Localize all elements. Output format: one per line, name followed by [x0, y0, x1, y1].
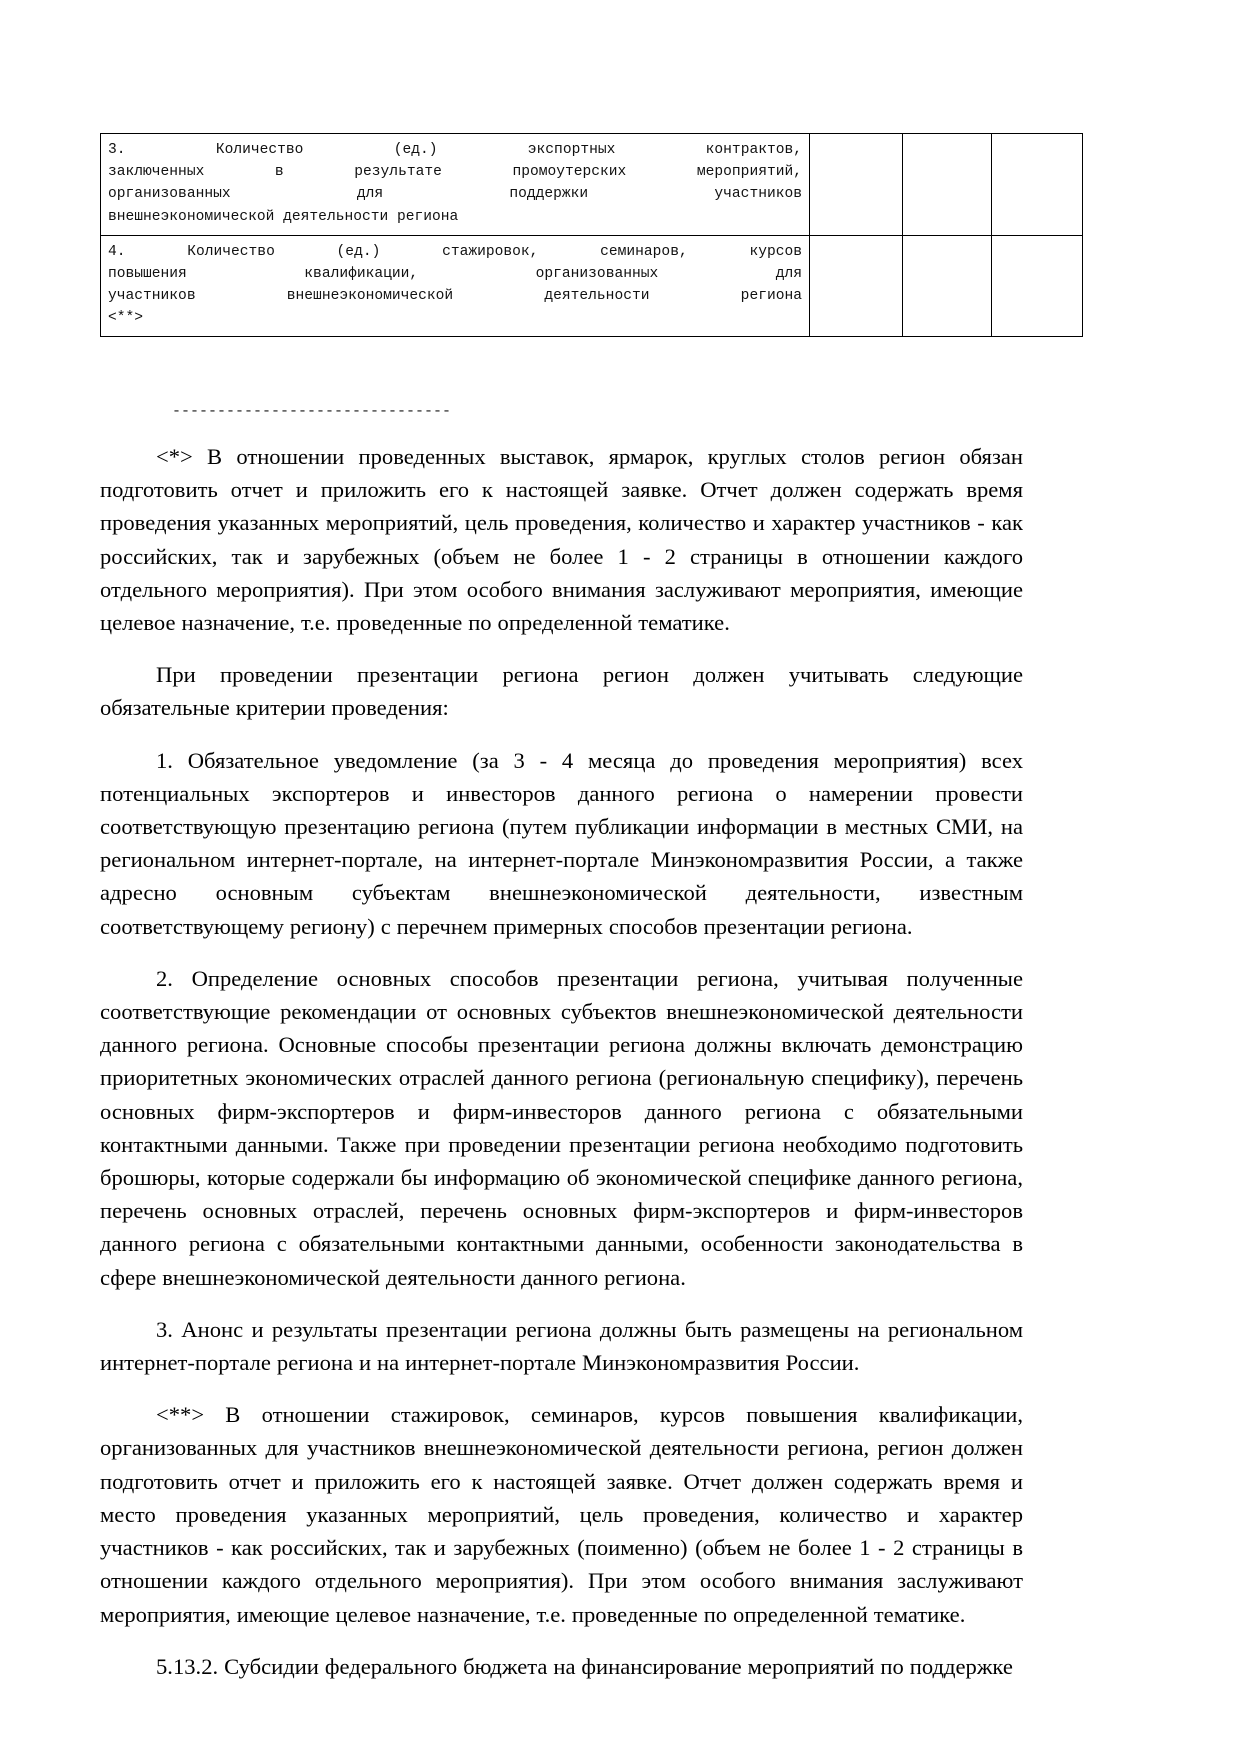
table-cell-line: участников внешнеэкономической деятельности региона [108, 288, 802, 305]
table-cell-label-row2 [101, 235, 810, 337]
table-cell-line: 4. Количество (ед.) стажировок, семинаров, курсов [108, 243, 802, 260]
table-row [101, 134, 1083, 236]
table-cell-label-row1 [101, 134, 810, 236]
paragraph-footnote-single-asterisk: <*> В отношении проведенных выставок, ярмарок, круглых столов регион обязан подготовить отчет и приложить его к настоящей заявке. Отчет должен содержать время проведения указанных мероприятий, цель проведения, количество и характер участников - как российских, так и зарубежных (объем не более 1 - 2 страницы в отношении каждого отдельного мероприятия). При этом особого внимания заслуживают мероприятия, имеющие целевое назначение, т.е. проведенные по определенной тематике. [100, 444, 1023, 636]
table-cell-value-b-row1[interactable] [903, 134, 992, 236]
body-text-column [100, 440, 1023, 1683]
table-cell-value-b-row2[interactable] [903, 235, 992, 337]
paragraph-presentation-criteria-intro: При проведении презентации региона регион должен учитывать следующие обязательные критерии проведения: [100, 662, 1023, 721]
table-cell-line: <**> [108, 310, 144, 327]
table-cell-line: организованных для поддержки участников [108, 186, 802, 203]
paragraph-criterion-3: 3. Анонс и результаты презентации региона должны быть размещены на региональном интернет-портале региона и на интернет-портале Минэкономразвития России. [100, 1316, 1023, 1376]
table-cell-value-a-row2[interactable] [810, 235, 903, 337]
paragraph-clause-5-13-2: 5.13.2. Субсидии федерального бюджета на финансирование мероприятий по поддержке [156, 1653, 1013, 1679]
table-cell-line: повышения квалификации, организованных для [108, 265, 802, 282]
indicators-table-container [100, 133, 1022, 337]
table-cell-value-a-row1[interactable] [810, 134, 903, 236]
table-cell-line: внешнеэкономической деятельности региона [108, 208, 459, 225]
table-cell-value-c-row1[interactable] [992, 134, 1083, 236]
table-cell-value-c-row2[interactable] [992, 235, 1083, 337]
table-row [101, 235, 1083, 337]
table-cell-line: заключенных в результате промоутерских мероприятий, [108, 164, 802, 181]
paragraph-footnote-double-asterisk: <**> В отношении стажировок, семинаров, курсов повышения квалификации, организованных для участников внешнеэкономической деятельности региона, регион должен подготовить отчет и приложить его к настоящей заявке. Отчет должен содержать время и место проведения указанных мероприятий, цель проведения, количество и характер участников - как российских, так и зарубежных (поименно) (объем не более 1 - 2 страницы в отношении каждого отдельного мероприятия). При этом особого внимания заслуживают мероприятия, имеющие целевое назначение, т.е. проведенные по определенной тематике. [100, 1402, 1023, 1627]
indicators-table [100, 133, 1083, 337]
footnote-separator: ------------------------------- [172, 403, 452, 420]
paragraph-criterion-1: 1. Обязательное уведомление (за 3 - 4 месяца до проведения мероприятия) всех потенциальных экспортеров и инвесторов данного региона о намерении провести соответствующую презентацию региона (путем публикации информации в местных СМИ, на региональном интернет-портале, на интернет-портале Минэкономразвития России, а также адресно основным субъектам внешнеэкономической деятельности, известным соответствующему региону) с перечнем примерных способов презентации региона. [100, 747, 1023, 939]
paragraph-criterion-2: 2. Определение основных способов презентации региона, учитывая полученные соответствующие рекомендации от основных субъектов внешнеэкономической деятельности данного региона. Основные способы презентации региона должны включать демонстрацию приоритетных экономических отраслей данного региона (региональную специфику), перечень основных фирм-экспортеров и фирм-инвесторов данного региона с обязательными контактными данными. Также при проведении презентации региона необходимо подготовить брошюры, которые содержали бы информацию об экономической специфике данного региона, перечень основных отраслей, перечень основных фирм-экспортеров и фирм-инвесторов данного региона с обязательными контактными данными, особенности законодательства в сфере внешнеэкономической деятельности данного региона. [100, 965, 1023, 1290]
table-cell-line: 3. Количество (ед.) экспортных контрактов, [108, 142, 802, 158]
